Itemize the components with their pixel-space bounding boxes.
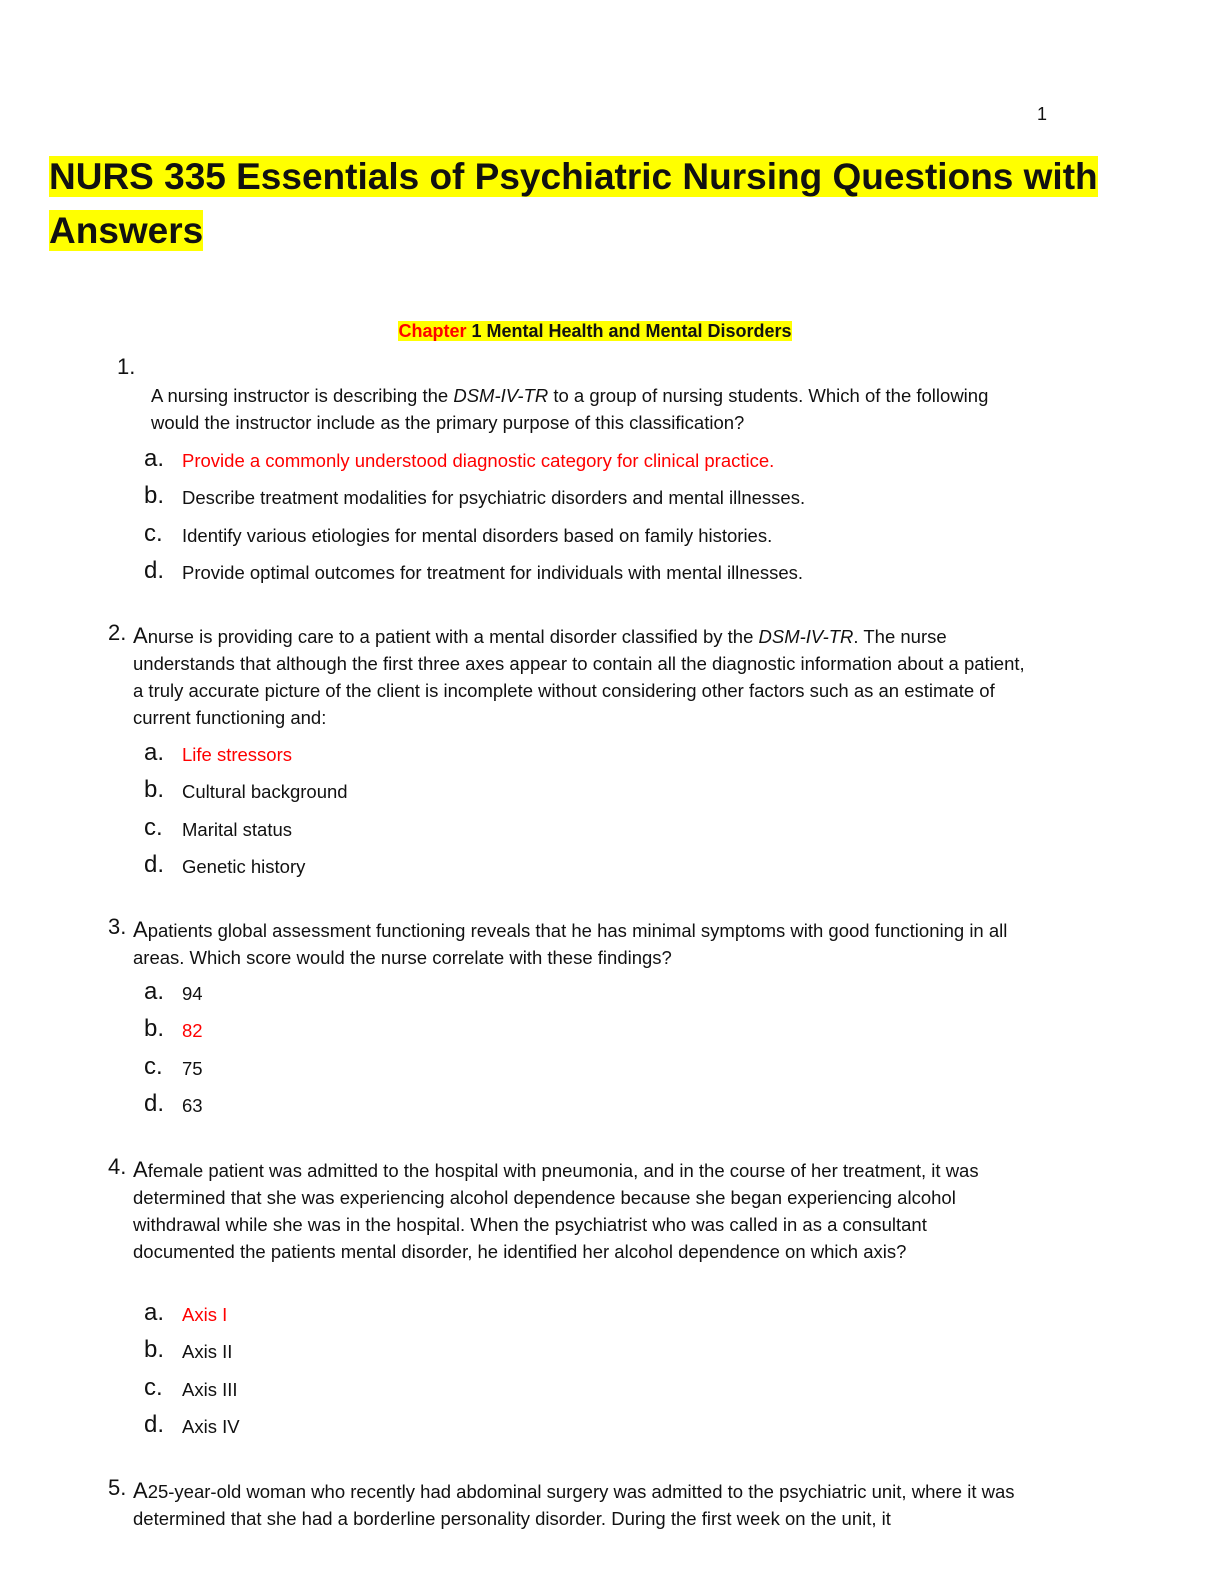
- option-text: Axis IV: [182, 1416, 240, 1437]
- option-letter: b.: [144, 776, 165, 803]
- option-text: Describe treatment modalities for psychiatric disorders and mental illnesses.: [182, 487, 806, 508]
- option-text: Marital status: [182, 819, 293, 840]
- answer-option: [144, 813, 1044, 851]
- document-title: NURS 335 Essentials of Psychiatric Nursing Questions with Answers: [49, 156, 1098, 251]
- option-letter: d.: [144, 1411, 165, 1438]
- question-number: 2.: [108, 620, 127, 645]
- chapter-title: 1 Mental Health and Mental Disorders: [466, 321, 792, 341]
- answer-option: [144, 738, 1044, 776]
- chapter-word: Chapter: [398, 321, 467, 341]
- chapter-heading: [0, 321, 1190, 342]
- option-text: Provide a commonly understood diagnostic category for clinical practice.: [182, 450, 775, 471]
- answer-option: [144, 1335, 1044, 1373]
- answer-option: [144, 519, 1044, 557]
- option-letter: a.: [144, 445, 165, 472]
- answer-option: [144, 1298, 1044, 1336]
- question-text: A nursing instructor is describing the DSM-IV-TR to a group of nursing students. Which of the following would the instructor include as the primary purpose of this classification?: [151, 385, 989, 433]
- question-text: Afemale patient was admitted to the hospital with pneumonia, and in the course of her treatment, it was determined that she was experiencing alcohol dependence because she began experiencing alcohol withdrawal while she was in the hospital. When the psychiatrist who was called in as a consultant documented the patients mental disorder, he identified her alcohol dependence on which axis?: [133, 1157, 979, 1262]
- option-text: Life stressors: [182, 744, 293, 765]
- question-text: Apatients global assessment functioning reveals that he has minimal symptoms with good functioning in all areas. Which score would the nurse correlate with these findings?: [133, 917, 1008, 968]
- option-text: Axis I: [182, 1304, 228, 1325]
- answer-option: [144, 1052, 1044, 1090]
- option-text: Identify various etiologies for mental disorders based on family histories.: [182, 525, 773, 546]
- answer-option: [144, 977, 1044, 1015]
- option-text: Genetic history: [182, 856, 306, 877]
- option-letter: a.: [144, 1299, 165, 1326]
- answer-option: [144, 850, 1044, 888]
- question-text: Anurse is providing care to a patient with a mental disorder classified by the DSM-IV-TR. The nurse understands that although the first three axes appear to contain all the diagnostic information about a patient, a truly accurate picture of the client is incomplete without considering other factors such as an estimate of current functioning and:: [133, 623, 1025, 728]
- option-letter: c.: [144, 814, 163, 841]
- answer-option: [144, 775, 1044, 813]
- option-text: 63: [182, 1095, 203, 1116]
- answer-option: [144, 1014, 1044, 1052]
- option-letter: b.: [144, 482, 165, 509]
- option-letter: b.: [144, 1015, 165, 1042]
- option-letter: c.: [144, 1374, 163, 1401]
- option-letter: c.: [144, 520, 163, 547]
- answer-option: [144, 444, 1044, 482]
- option-letter: a.: [144, 978, 165, 1005]
- option-text: Provide optimal outcomes for treatment for individuals with mental illnesses.: [182, 562, 804, 583]
- answer-option: [144, 1410, 1044, 1448]
- option-letter: d.: [144, 1090, 165, 1117]
- page-number: 1: [1037, 104, 1048, 124]
- option-text: 82: [182, 1020, 203, 1041]
- option-letter: b.: [144, 1336, 165, 1363]
- question-number: 3.: [108, 914, 127, 939]
- question-text: A25-year-old woman who recently had abdominal surgery was admitted to the psychiatric unit, where it was determined that she had a borderline personality disorder. During the first week on the unit, it: [133, 1478, 1015, 1529]
- option-text: Axis III: [182, 1379, 238, 1400]
- answer-option: [144, 481, 1044, 519]
- option-letter: a.: [144, 739, 165, 766]
- question-number: 4.: [108, 1154, 127, 1179]
- option-text: 75: [182, 1058, 203, 1079]
- question-number: 1.: [117, 354, 136, 379]
- option-letter: d.: [144, 557, 165, 584]
- option-letter: d.: [144, 851, 165, 878]
- option-text: Cultural background: [182, 781, 348, 802]
- option-text: 94: [182, 983, 203, 1004]
- answer-option: [144, 1089, 1044, 1127]
- option-text: Axis II: [182, 1341, 233, 1362]
- answer-option: [144, 556, 1044, 594]
- answer-option: [144, 1373, 1044, 1411]
- option-letter: c.: [144, 1053, 163, 1080]
- question-number: 5.: [108, 1475, 127, 1500]
